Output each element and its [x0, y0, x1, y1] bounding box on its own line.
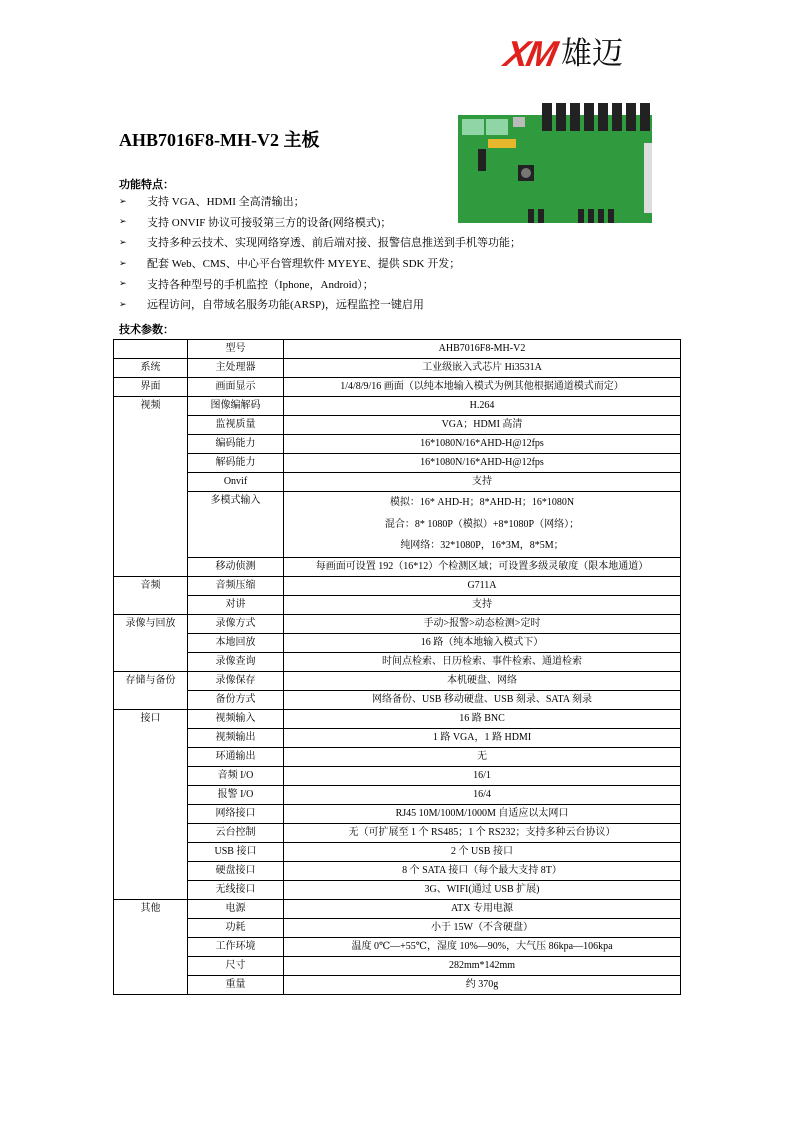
spec-group: 其他 — [114, 899, 188, 994]
spec-value — [284, 359, 681, 378]
spec-group: 接口 — [114, 709, 188, 899]
spec-name: 编码能力 — [188, 435, 284, 454]
spec-value-line: 本机硬盘、网络 — [447, 674, 517, 686]
table-row — [114, 614, 681, 633]
feature-item — [119, 232, 521, 253]
table-row — [114, 378, 681, 397]
spec-value-line: 1 路 VGA，1 路 HDMI — [432, 731, 532, 743]
spec-value-line: 网络备份、USB 移动硬盘、USB 刻录、SATA 刻录 — [371, 693, 593, 705]
table-row — [114, 690, 681, 709]
spec-value-line: 时间点检索、日历检索、事件检索、通道检索 — [382, 655, 582, 667]
spec-name: 工作环境 — [188, 937, 284, 956]
spec-value — [284, 899, 681, 918]
table-row — [114, 595, 681, 614]
spec-value-line: 2 个 USB 接口 — [451, 845, 513, 857]
spec-value — [284, 473, 681, 492]
spec-value-line: 支持 — [472, 476, 492, 487]
spec-value-line: VGA；HDMI 高清 — [441, 419, 523, 430]
spec-value-line: 3G、WIFI(通过 USB 扩展) — [424, 883, 540, 895]
spec-value — [284, 823, 681, 842]
spec-value-line: 温度 0℃—+55℃，湿度 10%—90%，大气压 86kpa—106kpa — [351, 940, 613, 952]
spec-name: 网络接口 — [188, 804, 284, 823]
spec-value — [284, 861, 681, 880]
table-row — [114, 709, 681, 728]
spec-value — [284, 652, 681, 671]
spec-name: 环通输出 — [188, 747, 284, 766]
logo-brand-name: 雄迈 — [561, 36, 623, 72]
spec-value — [284, 766, 681, 785]
spec-value-line: 工业级嵌入式芯片 Hi3531A — [422, 362, 542, 373]
spec-value-line: 约 370g — [465, 978, 499, 990]
table-row — [114, 804, 681, 823]
spec-name: 重量 — [188, 975, 284, 994]
table-row — [114, 473, 681, 492]
table-row — [114, 454, 681, 473]
spec-value — [284, 492, 681, 558]
spec-name: 移动侦测 — [188, 557, 284, 576]
spec-value — [284, 785, 681, 804]
table-row — [114, 842, 681, 861]
spec-name: 录像保存 — [188, 671, 284, 690]
spec-name: 图像编解码 — [188, 397, 284, 416]
spec-value-line: AHB7016F8-MH-V2 — [438, 343, 526, 354]
spec-value-line: 16/1 — [473, 769, 491, 781]
spec-name: 主处理器 — [188, 359, 284, 378]
spec-name: 对讲 — [188, 595, 284, 614]
spec-value — [284, 397, 681, 416]
spec-value-line: 无（可扩展至 1 个 RS485；1 个 RS232；支持多种云台协议） — [348, 826, 616, 838]
table-row — [114, 766, 681, 785]
table-row — [114, 823, 681, 842]
spec-name: Onvif — [188, 473, 284, 492]
feature-text: 支持 ONVIF 协议可接驳第三方的设备(网络模式)； — [147, 216, 392, 229]
features-heading: 功能特点： — [119, 178, 174, 191]
spec-name: 解码能力 — [188, 454, 284, 473]
spec-value-line: G711A — [467, 579, 497, 591]
spec-value-line: 8 个 SATA 接口（每个最大支持 8T） — [402, 864, 562, 876]
spec-value-line: 1/4/8/9/16 画面（以纯本地输入模式为例其他根据通道模式而定） — [340, 381, 624, 392]
feature-item — [119, 294, 521, 315]
bullet-arrow-icon: ➢ — [119, 257, 127, 268]
feature-item — [119, 212, 521, 233]
feature-item — [119, 273, 521, 294]
spec-value — [284, 614, 681, 633]
spec-name: 型号 — [188, 340, 284, 359]
bullet-arrow-icon: ➢ — [119, 216, 127, 227]
spec-name: 视频输出 — [188, 728, 284, 747]
spec-value-line: 小于 15W（不含硬盘） — [431, 921, 533, 933]
spec-group: 系统 — [114, 359, 188, 378]
table-row — [114, 747, 681, 766]
spec-value — [284, 690, 681, 709]
spec-value — [284, 918, 681, 937]
table-row — [114, 785, 681, 804]
table-row — [114, 861, 681, 880]
spec-value — [284, 937, 681, 956]
feature-text: 支持各种型号的手机监控（Iphone，Android）； — [147, 278, 374, 291]
specs-heading: 技术参数： — [119, 323, 174, 336]
spec-value-line: 手动>报警>动态检测>定时 — [423, 617, 541, 629]
page-title: AHB7016F8-MH-V2 主板 — [119, 130, 320, 150]
table-row — [114, 956, 681, 975]
spec-value — [284, 576, 681, 595]
table-row — [114, 557, 681, 576]
features-list — [119, 191, 521, 315]
feature-item — [119, 191, 521, 212]
spec-group: 界面 — [114, 378, 188, 397]
spec-value — [284, 416, 681, 435]
spec-value — [284, 842, 681, 861]
spec-name: 画面显示 — [188, 378, 284, 397]
spec-value-line: 无 — [477, 750, 487, 762]
spec-value — [284, 340, 681, 359]
brand-logo — [500, 33, 623, 74]
spec-name: 监视质量 — [188, 416, 284, 435]
spec-name: 云台控制 — [188, 823, 284, 842]
feature-text: 支持 VGA、HDMI 全高清输出； — [147, 196, 305, 209]
spec-name: 无线接口 — [188, 880, 284, 899]
spec-value — [284, 378, 681, 397]
spec-value — [284, 435, 681, 454]
spec-value — [284, 671, 681, 690]
spec-name: 电源 — [188, 899, 284, 918]
spec-name: 音频压缩 — [188, 576, 284, 595]
table-row — [114, 633, 681, 652]
table-row — [114, 937, 681, 956]
spec-value-line: H.264 — [469, 400, 495, 411]
logo-mark: XM — [500, 33, 560, 74]
spec-value-line: 纯网络：32*1080P，16*3M，8*5M； — [400, 540, 564, 552]
specs-table — [113, 339, 681, 995]
bullet-arrow-icon: ➢ — [119, 195, 127, 206]
spec-group — [114, 340, 188, 359]
spec-name: 录像查询 — [188, 652, 284, 671]
spec-name: 尺寸 — [188, 956, 284, 975]
spec-value-line: 282mm*142mm — [448, 959, 516, 971]
table-row — [114, 492, 681, 558]
table-row — [114, 918, 681, 937]
table-row — [114, 880, 681, 899]
spec-name: USB 接口 — [188, 842, 284, 861]
spec-value-line: ATX 专用电源 — [451, 902, 513, 914]
feature-text: 配套 Web、CMS、中心平台管理软件 MYEYE、提供 SDK 开发； — [147, 258, 461, 271]
spec-name: 功耗 — [188, 918, 284, 937]
spec-name: 本地回放 — [188, 633, 284, 652]
spec-value — [284, 975, 681, 994]
spec-value — [284, 804, 681, 823]
spec-group: 存储与备份 — [114, 671, 188, 709]
spec-name: 报警 I/O — [188, 785, 284, 804]
spec-value-line: 支持 — [472, 598, 492, 610]
bullet-arrow-icon: ➢ — [119, 278, 127, 289]
feature-text: 支持多种云技术、实现网络穿透、前后端对接、报警信息推送到手机等功能； — [147, 237, 521, 250]
spec-name: 备份方式 — [188, 690, 284, 709]
spec-group: 录像与回放 — [114, 614, 188, 671]
bullet-arrow-icon: ➢ — [119, 236, 127, 247]
table-row — [114, 416, 681, 435]
spec-value-line: 混合：8* 1080P（模拟）+8*1080P（网络）； — [384, 518, 580, 530]
spec-name: 音频 I/O — [188, 766, 284, 785]
table-row — [114, 435, 681, 454]
spec-group: 音频 — [114, 576, 188, 614]
table-row — [114, 671, 681, 690]
table-row — [114, 340, 681, 359]
spec-value-line: 16*1080N/16*AHD-H@12fps — [420, 457, 544, 468]
table-row — [114, 652, 681, 671]
spec-value-line: 16 路（纯本地输入模式下） — [420, 636, 544, 648]
table-row — [114, 397, 681, 416]
table-row — [114, 576, 681, 595]
spec-name: 录像方式 — [188, 614, 284, 633]
spec-value — [284, 595, 681, 614]
table-row — [114, 728, 681, 747]
table-row — [114, 899, 681, 918]
spec-value-line: 16/4 — [473, 788, 491, 800]
spec-value-line: 16 路 BNC — [459, 712, 505, 724]
feature-text: 远程访问，自带域名服务功能(ARSP)，远程监控一键启用 — [147, 299, 424, 312]
spec-name: 视频输入 — [188, 709, 284, 728]
spec-value-line: RJ45 10M/100M/1000M 自适应以太网口 — [395, 807, 569, 819]
bullet-arrow-icon: ➢ — [119, 298, 127, 309]
spec-name: 多模式输入 — [188, 492, 284, 558]
spec-value — [284, 454, 681, 473]
spec-value-line: 模拟：16* AHD-H；8*AHD-H；16*1080N — [389, 497, 575, 508]
spec-value — [284, 709, 681, 728]
spec-value — [284, 633, 681, 652]
spec-value — [284, 880, 681, 899]
table-row — [114, 975, 681, 994]
spec-value — [284, 747, 681, 766]
spec-group: 视频 — [114, 397, 188, 577]
spec-name: 硬盘接口 — [188, 861, 284, 880]
spec-value — [284, 557, 681, 576]
table-row — [114, 359, 681, 378]
spec-value — [284, 956, 681, 975]
spec-value-line: 每画面可设置 192（16*12）个检测区域；可设置多级灵敏度（限本地通道） — [315, 560, 649, 572]
feature-item — [119, 253, 521, 274]
spec-value — [284, 728, 681, 747]
spec-value-line: 16*1080N/16*AHD-H@12fps — [420, 438, 544, 449]
